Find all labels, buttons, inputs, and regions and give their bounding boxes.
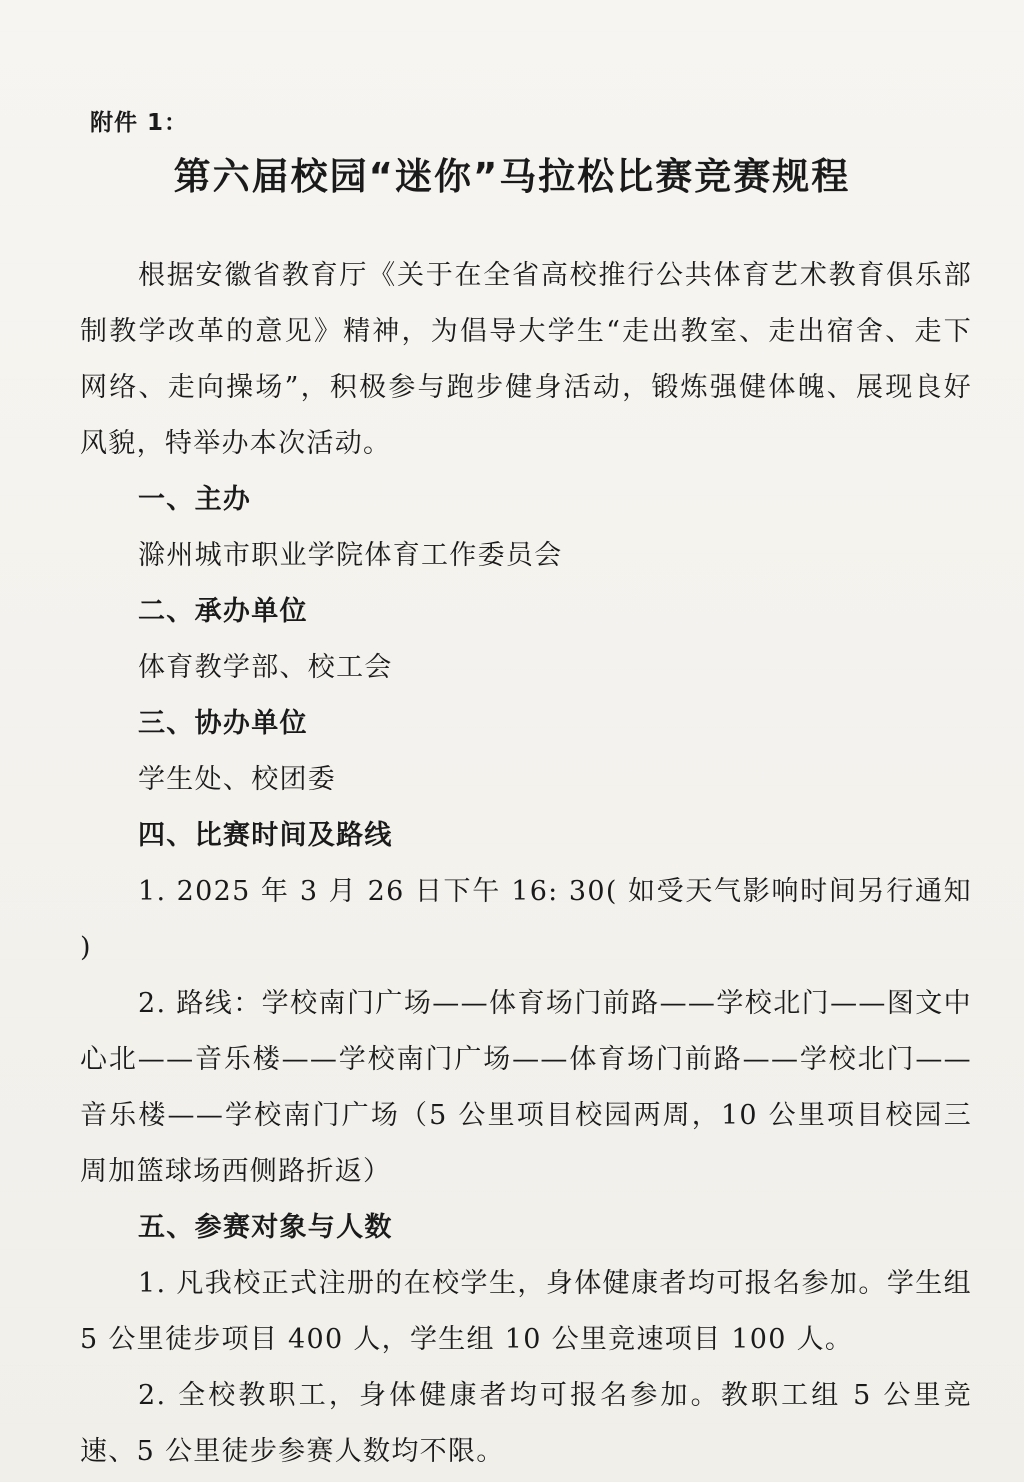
section-host-text: 滁州城市职业学院体育工作委员会 bbox=[138, 540, 563, 571]
participants-students: 1. 凡我校正式注册的在校学生，身体健康者均可报名参加。学生组 5 公里徒步项目 400 人，学生组 10 公里竞速项目 100 人。 bbox=[80, 1268, 972, 1355]
section-heading-host: 一、主办 bbox=[138, 484, 252, 515]
document-title: 第六届校园“迷你”马拉松比赛竞赛规程 bbox=[173, 155, 851, 198]
section-organizer-text: 体育教学部、校工会 bbox=[138, 652, 393, 683]
intro-paragraph: 根据安徽省教育厅《关于在全省高校推行公共体育艺术教育俱乐部制教学改革的意见》精神，为倡导大学生“走出教室、走出宿舍、走下网络、走向操场”，积极参与跑步健身活动，锻炼强健体魄、展现良好风貌，特举办本次活动。 bbox=[80, 260, 972, 459]
section-heading-organizer: 二、承办单位 bbox=[138, 596, 308, 627]
section-heading-participants: 五、参赛对象与人数 bbox=[138, 1212, 393, 1243]
section-coorganizer-text: 学生处、校团委 bbox=[138, 764, 337, 795]
route-item: 2. 路线：学校南门广场——体育场门前路——学校北门——图文中心北——音乐楼——学校南门广场——体育场门前路——学校北门——音乐楼——学校南门广场（5 公里项目校园两周，10 公里项目校园三周加篮球场西侧路折返） bbox=[80, 988, 972, 1187]
participants-staff: 2. 全校教职工，身体健康者均可报名参加。教职工组 5 公里竞速、5 公里徒步参赛人数均不限。 bbox=[80, 1380, 972, 1467]
section-heading-time-route: 四、比赛时间及路线 bbox=[138, 820, 393, 851]
time-item: 1. 2025 年 3 月 26 日下午 16: 30( 如受天气影响时间另行通知 ) bbox=[80, 876, 972, 963]
attachment-label: 附件 1： bbox=[90, 110, 189, 136]
document-body bbox=[80, 248, 972, 1480]
section-heading-coorganizer: 三、协办单位 bbox=[138, 708, 308, 739]
